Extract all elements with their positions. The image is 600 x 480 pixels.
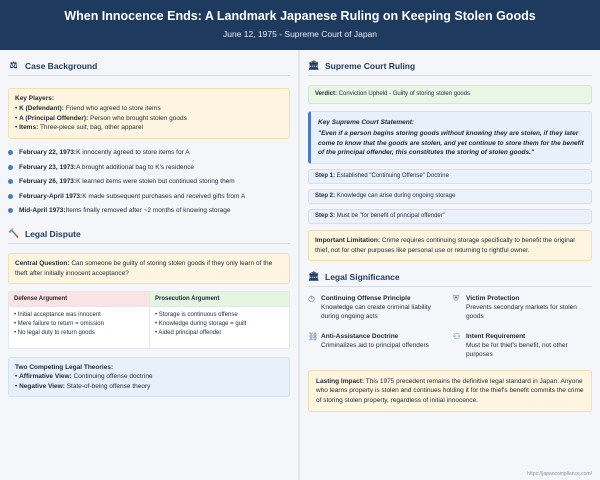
defense-item: • No legal duty to return goods — [14, 330, 95, 337]
timeline-dot — [8, 165, 13, 170]
ruling-step: Step 1: Established "Continuing Offense" Doctrine — [308, 169, 592, 184]
defense-column — [9, 292, 149, 348]
timeline-item: February 22, 1973: K innocently agreed to store items for A — [8, 146, 290, 161]
question-text: Can someone be guilty of storing stolen goods if they only learn of the theft after initially innocent acceptance? — [15, 260, 273, 277]
question-label: Central Question: — [15, 260, 70, 268]
defense-item: • Initial acceptance was innocent — [14, 312, 101, 319]
timeline-dot — [8, 150, 13, 155]
prosecution-item: • Knowledge during storage = guilt — [155, 321, 247, 328]
section-header-case-background — [8, 50, 290, 76]
section-title: Case Background — [25, 60, 98, 71]
statement-title: Key Supreme Court Statement: — [318, 118, 415, 126]
left-column — [0, 50, 298, 480]
prosecution-header: Prosecution Argument — [149, 292, 289, 307]
defense-cell — [9, 307, 149, 342]
section-header-ruling — [308, 50, 592, 76]
timeline-item: February-April 1973: K made subsequent purchases and received gifts from A — [8, 189, 290, 204]
key-players-box — [8, 88, 290, 139]
timeline-item: February 23, 1973: A brought additional bag to K's residence — [8, 160, 290, 175]
section-header-legal-dispute — [8, 218, 290, 244]
link-icon: ⛓ — [308, 331, 319, 341]
gavel-icon: 🔨 — [8, 228, 20, 239]
significance-item: ⚇ Intent Requirement Must be for thief's benefit, not other purposes — [453, 331, 568, 358]
section-title: Legal Dispute — [25, 228, 81, 239]
page-header — [0, 0, 600, 50]
limitation-box — [308, 230, 592, 261]
impact-label: Lasting Impact: — [316, 377, 365, 385]
legal-theories-box — [8, 357, 290, 397]
timeline-item: Mid-April 1973: Items finally removed after ~2 months of knowing storage — [8, 204, 290, 219]
player-item: • Items: Three-piece suit, bag, other apparel — [15, 124, 143, 132]
timeline-dot — [8, 194, 13, 199]
courthouse-icon: 🏛 — [308, 60, 320, 70]
verdict-text: Conviction Upheld - Guilty of storing stolen goods — [338, 91, 471, 97]
clock-icon: ◷ — [308, 294, 315, 304]
section-header-significance — [308, 261, 592, 287]
lasting-impact-box — [308, 370, 592, 412]
page-title: When Innocence Ends: A Landmark Japanese Ruling on Keeping Stolen Goods — [64, 9, 536, 23]
prosecution-item: • Storage is continuous offense — [155, 312, 238, 319]
footer-url[interactable]: https://japancompliance.com/ — [527, 471, 592, 477]
prosecution-column — [149, 292, 289, 348]
courthouse-icon: 🏛 — [308, 271, 320, 282]
impact-text: This 1975 precedent remains the definitive legal standard in Japan. Anyone who learns property is stolen and continues holding it for the thief's benefit commits the crime of storing stolen property, regardless of initial innocence. — [316, 377, 584, 404]
prosecution-item: • Aided principal offender — [155, 330, 222, 337]
shield-icon: ⛨ — [453, 294, 459, 304]
significance-item: ⛓ Anti-Assistance Doctrine Criminalizes aid to principal offenders — [308, 332, 447, 359]
timeline — [8, 146, 290, 219]
section-title: Supreme Court Ruling — [325, 60, 416, 71]
player-item: • K (Defendant): Friend who agreed to store items — [15, 105, 161, 113]
key-statement-box — [308, 111, 592, 165]
significance-grid — [308, 294, 592, 359]
significance-item: ⛨ Victim Protection Prevents secondary markets for stolen goods — [453, 294, 577, 321]
defense-item: • Mere failure to return = omission — [14, 321, 104, 328]
key-players-title: Key Players: — [15, 95, 55, 102]
timeline-dot — [8, 208, 13, 213]
section-title: Legal Significance — [325, 271, 400, 282]
ruling-step: Step 3: Must be "for benefit of principal offender" — [308, 209, 592, 224]
theory-item: • Affirmative View: Continuing offense doctrine — [15, 373, 153, 381]
limitation-label: Important Limitation: — [315, 237, 380, 245]
page-subtitle: June 12, 1975 - Supreme Court of Japan — [222, 29, 378, 39]
significance-item: ◷ Continuing Offense Principle Knowledge can create criminal liability during ongoing acts — [308, 294, 431, 321]
theories-title: Two Competing Legal Theories: — [15, 364, 114, 372]
theory-item: • Negative View: State-of-being offense theory — [15, 382, 151, 390]
scales-icon: ⚖ — [9, 60, 18, 70]
timeline-dot — [8, 179, 13, 184]
arguments-table — [8, 291, 290, 349]
player-item: • A (Principal Offender): Person who brought stolen goods — [15, 114, 187, 122]
verdict-label: Verdict: — [315, 91, 338, 97]
timeline-item: February 26, 1973: K learned items were stolen but continued storing them — [8, 175, 290, 190]
ruling-step: Step 2: Knowledge can arise during ongoing storage — [308, 189, 592, 204]
defense-header: Defense Argument — [9, 292, 149, 307]
limitation-text: Crime requires continuing storage specifically to benefit the original thief, not for other purposes like personal use or returning to rightful owner. — [315, 237, 575, 254]
statement-text: "Even if a person begins storing goods without knowing they are stolen, if they later come to know that the goods are stolen, and yet continue to store them for the benefit of the principal offender, this constitutes the storing of stolen goods." — [318, 130, 584, 156]
central-question-box — [8, 253, 290, 284]
right-column — [300, 50, 600, 480]
prosecution-cell — [149, 307, 289, 349]
verdict-box — [308, 85, 592, 104]
handshake-icon: ⚇ — [453, 331, 461, 341]
